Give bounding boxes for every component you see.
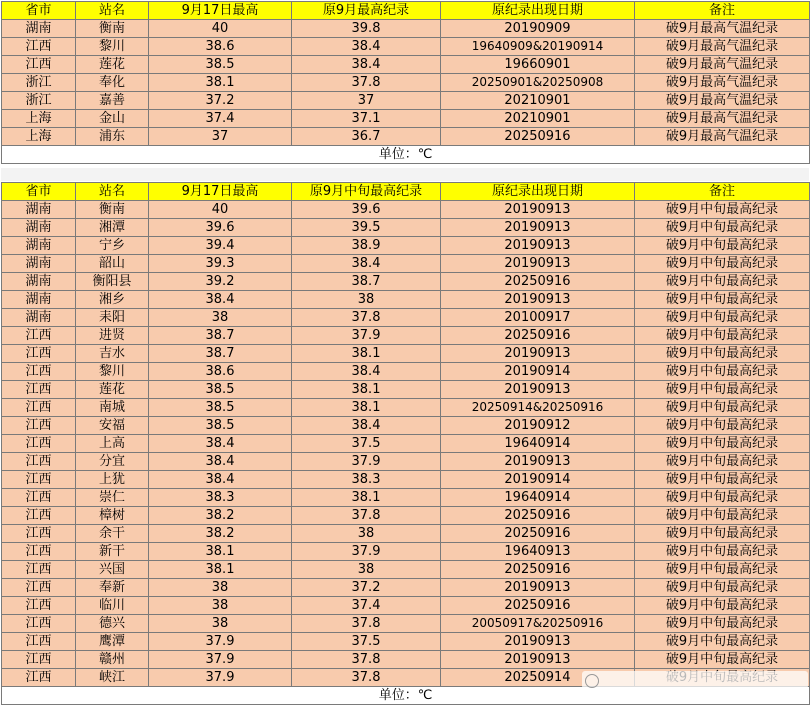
record-table-monthly (1, 1, 810, 164)
station-cell: 奉化 (76, 74, 149, 92)
unit-row (2, 146, 810, 164)
today-max-cell: 38.3 (149, 489, 292, 507)
station-cell: 黎川 (76, 363, 149, 381)
remark-cell: 破9月中旬最高纪录 (635, 363, 810, 381)
record-date-cell: 20190912 (441, 417, 635, 435)
station-cell: 余干 (76, 525, 149, 543)
old-record-cell: 37.4 (292, 597, 441, 615)
record-date-cell: 19640914 (441, 435, 635, 453)
today-max-cell: 38.2 (149, 507, 292, 525)
today-max-cell: 38.4 (149, 435, 292, 453)
record-date-cell: 19660901 (441, 56, 635, 74)
province-cell: 湖南 (2, 309, 76, 327)
old-record-cell: 37.1 (292, 110, 441, 128)
station-cell: 鹰潭 (76, 633, 149, 651)
old-record-cell: 39.6 (292, 201, 441, 219)
today-max-cell: 38.5 (149, 56, 292, 74)
today-max-cell: 37.2 (149, 92, 292, 110)
column-header: 9月17日最高 (149, 183, 292, 201)
station-cell: 新干 (76, 543, 149, 561)
old-record-cell: 37.8 (292, 669, 441, 687)
record-date-cell: 20210901 (441, 92, 635, 110)
station-cell: 南城 (76, 399, 149, 417)
header-row (2, 183, 810, 201)
today-max-cell: 38 (149, 615, 292, 633)
old-record-cell: 37.2 (292, 579, 441, 597)
table-row (2, 219, 810, 237)
remark-cell: 破9月中旬最高纪录 (635, 219, 810, 237)
old-record-cell: 38 (292, 291, 441, 309)
record-date-cell: 20190913 (441, 255, 635, 273)
remark-cell: 破9月中旬最高纪录 (635, 453, 810, 471)
table-row (2, 237, 810, 255)
table-row (2, 471, 810, 489)
station-cell: 衡南 (76, 201, 149, 219)
table-row (2, 651, 810, 669)
station-cell: 上高 (76, 435, 149, 453)
old-record-cell: 38.4 (292, 56, 441, 74)
record-date-cell: 20190913 (441, 651, 635, 669)
column-header: 站名 (76, 2, 149, 20)
table-row (2, 633, 810, 651)
today-max-cell: 37.9 (149, 669, 292, 687)
today-max-cell: 40 (149, 20, 292, 38)
watermark-logo-icon (585, 674, 599, 688)
record-date-cell: 20190913 (441, 633, 635, 651)
station-cell: 进贤 (76, 327, 149, 345)
table-row (2, 309, 810, 327)
station-cell: 衡阳县 (76, 273, 149, 291)
province-cell: 湖南 (2, 201, 76, 219)
old-record-cell: 38.7 (292, 273, 441, 291)
remark-cell: 破9月中旬最高纪录 (635, 471, 810, 489)
province-cell: 江西 (2, 399, 76, 417)
old-record-cell: 36.7 (292, 128, 441, 146)
province-cell: 江西 (2, 363, 76, 381)
province-cell: 江西 (2, 561, 76, 579)
old-record-cell: 37.5 (292, 633, 441, 651)
remark-cell: 破9月中旬最高纪录 (635, 561, 810, 579)
remark-cell: 破9月中旬最高纪录 (635, 507, 810, 525)
province-cell: 湖南 (2, 237, 76, 255)
station-cell: 耒阳 (76, 309, 149, 327)
old-record-cell: 37 (292, 92, 441, 110)
province-cell: 江西 (2, 327, 76, 345)
old-record-cell: 38.4 (292, 417, 441, 435)
province-cell: 江西 (2, 38, 76, 56)
record-date-cell: 20190913 (441, 579, 635, 597)
old-record-cell: 38.3 (292, 471, 441, 489)
table-row (2, 128, 810, 146)
record-date-cell: 20100917 (441, 309, 635, 327)
station-cell: 吉水 (76, 345, 149, 363)
old-record-cell: 39.8 (292, 20, 441, 38)
record-date-cell: 20190914 (441, 471, 635, 489)
column-header: 站名 (76, 183, 149, 201)
table-row (2, 255, 810, 273)
record-date-cell: 20050917&20250916 (441, 615, 635, 633)
today-max-cell: 38 (149, 597, 292, 615)
province-cell: 江西 (2, 345, 76, 363)
station-cell: 宁乡 (76, 237, 149, 255)
record-date-cell: 20190913 (441, 201, 635, 219)
station-cell: 湘潭 (76, 219, 149, 237)
province-cell: 江西 (2, 56, 76, 74)
remark-cell: 破9月中旬最高纪录 (635, 345, 810, 363)
station-cell: 樟树 (76, 507, 149, 525)
old-record-cell: 39.5 (292, 219, 441, 237)
province-cell: 江西 (2, 489, 76, 507)
table-row (2, 273, 810, 291)
column-header: 省市 (2, 2, 76, 20)
table-row (2, 417, 810, 435)
watermark (582, 671, 808, 689)
province-cell: 浙江 (2, 92, 76, 110)
province-cell: 江西 (2, 525, 76, 543)
column-header: 原9月中旬最高纪录 (292, 183, 441, 201)
record-date-cell: 20250914 (441, 669, 635, 687)
remark-cell: 破9月中旬最高纪录 (635, 273, 810, 291)
record-date-cell: 19640914 (441, 489, 635, 507)
province-cell: 上海 (2, 110, 76, 128)
province-cell: 江西 (2, 507, 76, 525)
record-date-cell: 20250901&20250908 (441, 74, 635, 92)
table-row (2, 20, 810, 38)
remark-cell: 破9月中旬最高纪录 (635, 597, 810, 615)
record-date-cell: 20250916 (441, 525, 635, 543)
record-date-cell: 20190913 (441, 219, 635, 237)
table-row (2, 543, 810, 561)
remark-cell: 破9月中旬最高纪录 (635, 579, 810, 597)
record-date-cell: 20250916 (441, 561, 635, 579)
record-date-cell: 20190909 (441, 20, 635, 38)
station-cell: 赣州 (76, 651, 149, 669)
old-record-cell: 38.9 (292, 237, 441, 255)
table-row (2, 453, 810, 471)
province-cell: 江西 (2, 417, 76, 435)
province-cell: 江西 (2, 615, 76, 633)
old-record-cell: 37.8 (292, 507, 441, 525)
old-record-cell: 38 (292, 561, 441, 579)
old-record-cell: 37.8 (292, 651, 441, 669)
record-date-cell: 20250914&20250916 (441, 399, 635, 417)
station-cell: 金山 (76, 110, 149, 128)
table-row (2, 74, 810, 92)
record-date-cell: 20250916 (441, 128, 635, 146)
unit-note: 单位：℃ (2, 687, 810, 705)
today-max-cell: 38.1 (149, 74, 292, 92)
remark-cell: 破9月中旬最高纪录 (635, 237, 810, 255)
today-max-cell: 37.9 (149, 651, 292, 669)
today-max-cell: 38.5 (149, 381, 292, 399)
table-row (2, 597, 810, 615)
remark-cell: 破9月最高气温纪录 (635, 74, 810, 92)
header-row (2, 2, 810, 20)
station-cell: 衡南 (76, 20, 149, 38)
remark-cell: 破9月最高气温纪录 (635, 110, 810, 128)
today-max-cell: 38.2 (149, 525, 292, 543)
table-row (2, 110, 810, 128)
table-row (2, 381, 810, 399)
table-row (2, 291, 810, 309)
station-cell: 兴国 (76, 561, 149, 579)
old-record-cell: 37.9 (292, 327, 441, 345)
province-cell: 江西 (2, 579, 76, 597)
table-row (2, 615, 810, 633)
station-cell: 湘乡 (76, 291, 149, 309)
remark-cell: 破9月中旬最高纪录 (635, 291, 810, 309)
remark-cell: 破9月最高气温纪录 (635, 20, 810, 38)
province-cell: 江西 (2, 471, 76, 489)
remark-cell: 破9月最高气温纪录 (635, 92, 810, 110)
province-cell: 江西 (2, 597, 76, 615)
old-record-cell: 37.8 (292, 74, 441, 92)
station-cell: 嘉善 (76, 92, 149, 110)
today-max-cell: 38.4 (149, 471, 292, 489)
column-header: 9月17日最高 (149, 2, 292, 20)
table-row (2, 579, 810, 597)
today-max-cell: 38.7 (149, 345, 292, 363)
old-record-cell: 37.9 (292, 453, 441, 471)
old-record-cell: 38.1 (292, 489, 441, 507)
remark-cell: 破9月最高气温纪录 (635, 38, 810, 56)
record-date-cell: 20190913 (441, 345, 635, 363)
table-row (2, 56, 810, 74)
table-row (2, 327, 810, 345)
record-date-cell: 20250916 (441, 327, 635, 345)
old-record-cell: 37.9 (292, 543, 441, 561)
record-date-cell: 20190913 (441, 291, 635, 309)
remark-cell: 破9月中旬最高纪录 (635, 255, 810, 273)
record-date-cell: 20190913 (441, 381, 635, 399)
remark-cell: 破9月最高气温纪录 (635, 128, 810, 146)
province-cell: 江西 (2, 453, 76, 471)
record-date-cell: 20190913 (441, 453, 635, 471)
remark-cell: 破9月中旬最高纪录 (635, 489, 810, 507)
column-header: 省市 (2, 183, 76, 201)
province-cell: 湖南 (2, 255, 76, 273)
remark-cell: 破9月中旬最高纪录 (635, 615, 810, 633)
record-date-cell: 20190913 (441, 237, 635, 255)
province-cell: 湖南 (2, 20, 76, 38)
table-row (2, 363, 810, 381)
column-header: 备注 (635, 183, 810, 201)
station-cell: 安福 (76, 417, 149, 435)
remark-cell: 破9月中旬最高纪录 (635, 435, 810, 453)
station-cell: 莲花 (76, 381, 149, 399)
record-date-cell: 20250916 (441, 597, 635, 615)
table-row (2, 507, 810, 525)
station-cell: 上犹 (76, 471, 149, 489)
today-max-cell: 38.1 (149, 561, 292, 579)
remark-cell: 破9月中旬最高纪录 (635, 651, 810, 669)
old-record-cell: 38.4 (292, 255, 441, 273)
province-cell: 江西 (2, 669, 76, 687)
table-row (2, 38, 810, 56)
table-row (2, 525, 810, 543)
unit-note: 单位：℃ (2, 146, 810, 164)
today-max-cell: 39.6 (149, 219, 292, 237)
table-row (2, 201, 810, 219)
column-header: 原纪录出现日期 (441, 2, 635, 20)
remark-cell: 破9月中旬最高纪录 (635, 417, 810, 435)
province-cell: 湖南 (2, 273, 76, 291)
remark-cell: 破9月中旬最高纪录 (635, 381, 810, 399)
old-record-cell: 38.1 (292, 381, 441, 399)
column-header: 原9月最高纪录 (292, 2, 441, 20)
remark-cell: 破9月中旬最高纪录 (635, 525, 810, 543)
old-record-cell: 38.1 (292, 399, 441, 417)
today-max-cell: 38 (149, 579, 292, 597)
record-date-cell: 20190914 (441, 363, 635, 381)
record-date-cell: 19640909&20190914 (441, 38, 635, 56)
record-table-mid-september (1, 182, 810, 705)
today-max-cell: 40 (149, 201, 292, 219)
station-cell: 奉新 (76, 579, 149, 597)
remark-cell: 破9月中旬最高纪录 (635, 399, 810, 417)
station-cell: 浦东 (76, 128, 149, 146)
table-row (2, 399, 810, 417)
old-record-cell: 38.1 (292, 345, 441, 363)
province-cell: 江西 (2, 651, 76, 669)
record-date-cell: 20250916 (441, 273, 635, 291)
province-cell: 湖南 (2, 291, 76, 309)
station-cell: 韶山 (76, 255, 149, 273)
table-row (2, 489, 810, 507)
today-max-cell: 38.6 (149, 363, 292, 381)
unit-row (2, 687, 810, 705)
province-cell: 上海 (2, 128, 76, 146)
table-row (2, 435, 810, 453)
province-cell: 江西 (2, 543, 76, 561)
today-max-cell: 38.5 (149, 417, 292, 435)
station-cell: 临川 (76, 597, 149, 615)
today-max-cell: 39.4 (149, 237, 292, 255)
column-header: 备注 (635, 2, 810, 20)
station-cell: 德兴 (76, 615, 149, 633)
table-row (2, 92, 810, 110)
today-max-cell: 38.4 (149, 291, 292, 309)
today-max-cell: 37.4 (149, 110, 292, 128)
table-row (2, 345, 810, 363)
province-cell: 江西 (2, 381, 76, 399)
remark-cell: 破9月中旬最高纪录 (635, 309, 810, 327)
province-cell: 湖南 (2, 219, 76, 237)
station-cell: 黎川 (76, 38, 149, 56)
record-date-cell: 20210901 (441, 110, 635, 128)
today-max-cell: 38.4 (149, 453, 292, 471)
old-record-cell: 37.8 (292, 309, 441, 327)
record-date-cell: 19640913 (441, 543, 635, 561)
province-cell: 江西 (2, 633, 76, 651)
remark-cell: 破9月中旬最高纪录 (635, 633, 810, 651)
remark-cell: 破9月中旬最高纪录 (635, 543, 810, 561)
old-record-cell: 38.4 (292, 38, 441, 56)
station-cell: 峡江 (76, 669, 149, 687)
spacer-row (1, 168, 809, 181)
table-row (2, 561, 810, 579)
today-max-cell: 38.5 (149, 399, 292, 417)
old-record-cell: 37.8 (292, 615, 441, 633)
today-max-cell: 39.2 (149, 273, 292, 291)
remark-cell: 破9月中旬最高纪录 (635, 201, 810, 219)
remark-cell: 破9月中旬最高纪录 (635, 327, 810, 345)
station-cell: 莲花 (76, 56, 149, 74)
station-cell: 分宜 (76, 453, 149, 471)
column-header: 原纪录出现日期 (441, 183, 635, 201)
today-max-cell: 38.1 (149, 543, 292, 561)
old-record-cell: 37.5 (292, 435, 441, 453)
record-date-cell: 20250916 (441, 507, 635, 525)
old-record-cell: 38 (292, 525, 441, 543)
today-max-cell: 37.9 (149, 633, 292, 651)
today-max-cell: 37 (149, 128, 292, 146)
today-max-cell: 38.6 (149, 38, 292, 56)
station-cell: 崇仁 (76, 489, 149, 507)
province-cell: 江西 (2, 435, 76, 453)
province-cell: 浙江 (2, 74, 76, 92)
remark-cell: 破9月最高气温纪录 (635, 56, 810, 74)
today-max-cell: 38.7 (149, 327, 292, 345)
today-max-cell: 39.3 (149, 255, 292, 273)
old-record-cell: 38.4 (292, 363, 441, 381)
today-max-cell: 38 (149, 309, 292, 327)
